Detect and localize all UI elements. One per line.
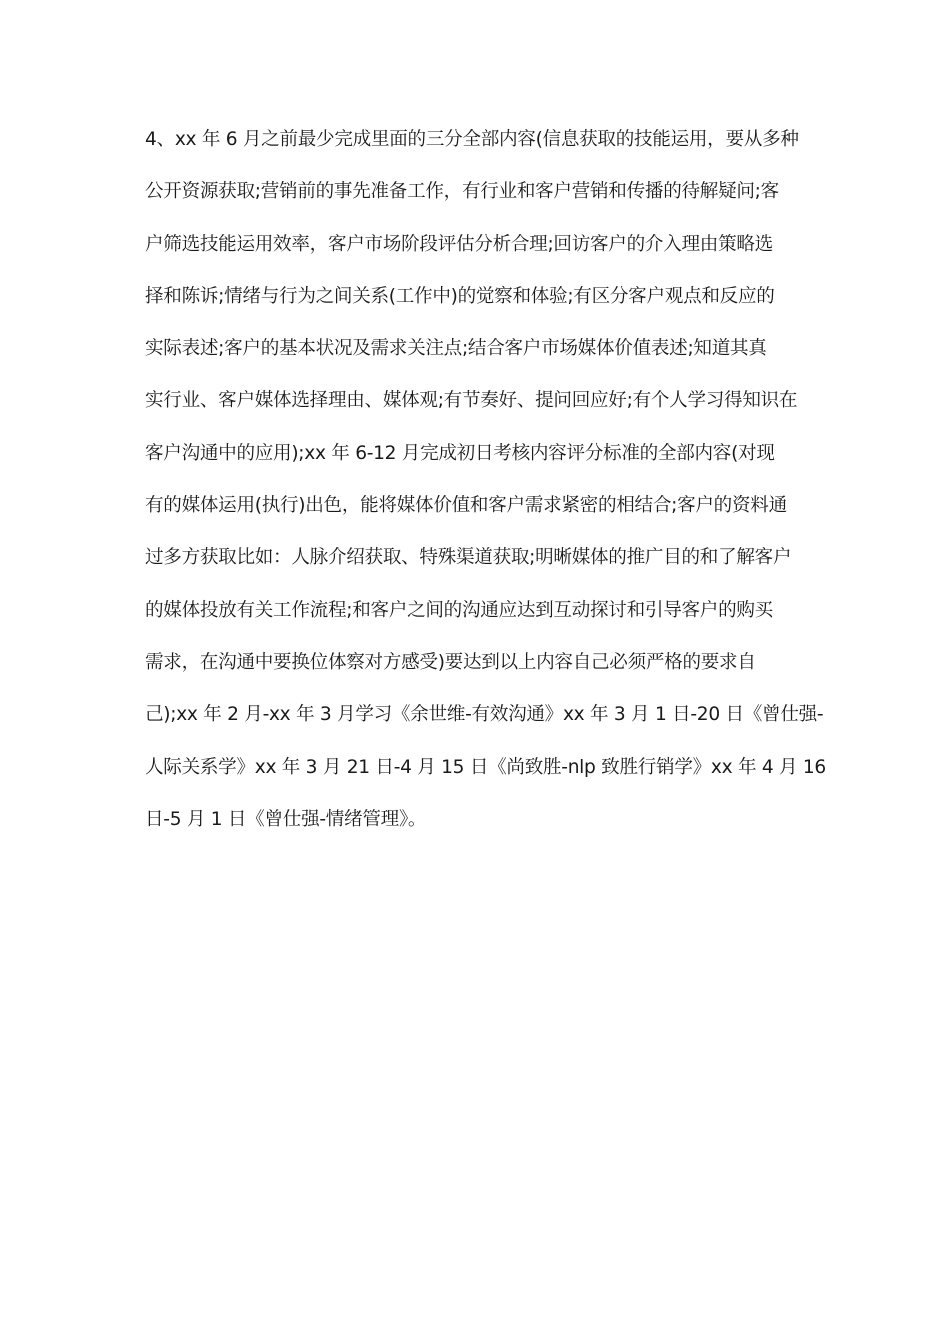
- text-line: 公开资源获取;营销前的事先准备工作，有行业和客户营销和传播的待解疑问;客: [145, 181, 779, 203]
- text-line: 日-5 月 1 日《曾仕强-情绪管理》。: [145, 808, 427, 830]
- text-line: 过多方获取比如：人脉介绍获取、特殊渠道获取;明晰媒体的推广目的和了解客户: [145, 547, 792, 569]
- text-line: 有的媒体运用(执行)出色，能将媒体价值和客户需求紧密的相结合;客户的资料通: [145, 495, 787, 517]
- text-line: 需求，在沟通中要换位体察对方感受)要达到以上内容自己必须严格的要求自: [145, 651, 756, 673]
- body-paragraph: [145, 126, 826, 858]
- text-line: 客户沟通中的应用);xx 年 6-12 月完成初日考核内容评分标准的全部内容(对现: [145, 442, 775, 464]
- text-line: 户筛选技能运用效率，客户市场阶段评估分析合理;回访客户的介入理由策略选: [145, 233, 773, 255]
- text-line: 择和陈诉;情绪与行为之间关系(工作中)的觉察和体验;有区分客户观点和反应的: [145, 285, 775, 307]
- text-line: 的媒体投放有关工作流程;和客户之间的沟通应达到互动探讨和引导客户的购买: [145, 599, 773, 621]
- text-line: 人际关系学》xx 年 3 月 21 日-4 月 15 日《尚致胜-nlp 致胜行销学》xx 年 4 月 16: [145, 756, 826, 778]
- text-line: 实行业、客户媒体选择理由、媒体观;有节奏好、提问回应好;有个人学习得知识在: [145, 390, 798, 412]
- text-line: 实际表述;客户的基本状况及需求关注点;结合客户市场媒体价值表述;知道其真: [145, 338, 767, 360]
- text-line: 4、xx 年 6 月之前最少完成里面的三分全部内容(信息获取的技能运用，要从多种: [145, 129, 799, 150]
- text-line: 己);xx 年 2 月-xx 年 3 月学习《余世维-有效沟通》xx 年 3 月 1 日-20 日《曾仕强-: [145, 704, 824, 726]
